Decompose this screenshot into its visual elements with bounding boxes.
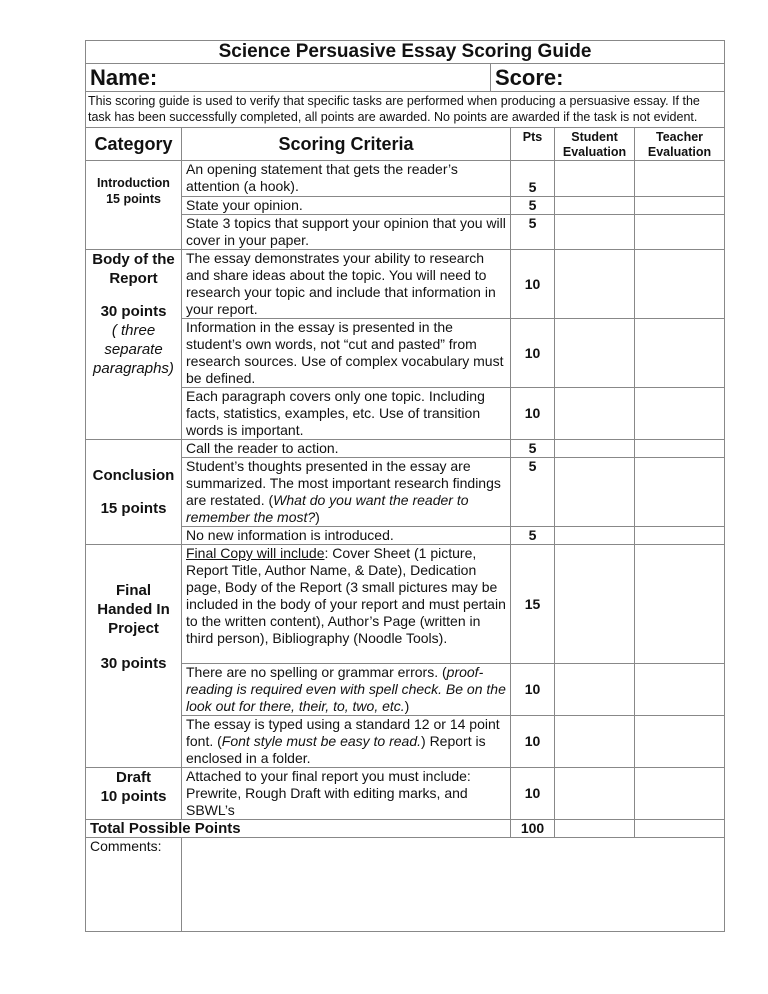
points: 5 (511, 527, 555, 545)
student-evaluation-cell[interactable] (555, 545, 635, 664)
points: 10 (511, 664, 555, 716)
scoring-guide (85, 40, 724, 932)
category-points: 30 points (100, 655, 167, 672)
category-points: 15 points (100, 500, 167, 517)
category-note: ( three separate paragraphs) (93, 322, 174, 377)
table-row (86, 664, 725, 716)
table-row (86, 161, 725, 197)
total-row (86, 820, 725, 838)
criteria: Call the reader to action. (182, 440, 511, 458)
points: 10 (511, 388, 555, 440)
points: 10 (511, 716, 555, 768)
points: 5 (511, 215, 555, 250)
comments-field[interactable] (182, 838, 725, 932)
criteria: State 3 topics that support your opinion that you will cover in your paper. (182, 215, 511, 250)
teacher-evaluation-cell[interactable] (635, 197, 725, 215)
criteria: Attached to your final report you must include: Prewrite, Rough Draft with editing marks, and SBWL’s (182, 768, 511, 820)
category-name: Final Handed In Project (97, 582, 170, 637)
table-row (86, 388, 725, 440)
teacher-evaluation-cell[interactable] (635, 388, 725, 440)
criteria-text: : Cover Sheet (1 picture, Report Title, Author Name, & Date), Dedication page, Body of the Report (3 small pictures may be included in the body of your report and must pertain to the written content), Author’s Page (written in third person), Bibliography (Noodle Tools). (186, 545, 506, 646)
points: 15 (511, 545, 555, 664)
table-row (86, 527, 725, 545)
category-draft (86, 768, 182, 820)
criteria: No new information is introduced. (182, 527, 511, 545)
category-name: Draft (115, 769, 151, 786)
score-field[interactable]: Score: (495, 65, 564, 90)
header-criteria: Scoring Criteria (182, 128, 511, 161)
header-student-evaluation: Student Evaluation (555, 128, 635, 161)
student-evaluation-cell[interactable] (555, 458, 635, 527)
teacher-evaluation-cell[interactable] (635, 527, 725, 545)
points: 5 (511, 440, 555, 458)
criteria-italic: Font style must be easy to read. (221, 733, 422, 749)
criteria: An opening statement that gets the reader’s attention (a hook). (182, 161, 511, 197)
criteria: The essay demonstrates your ability to research and share ideas about the topic. You will need to research your topic and include that information in your report. (182, 250, 511, 319)
student-evaluation-cell[interactable] (555, 768, 635, 820)
comments-row (86, 838, 725, 932)
category-name: Conclusion (92, 467, 175, 484)
criteria-italic: proof-reading is required even with spell check. Be on the look out for there, their, to, two, etc. (186, 664, 506, 714)
criteria: Each paragraph covers only one topic. Including facts, statistics, examples, etc. Use of transition words is important. (182, 388, 511, 440)
criteria (182, 716, 511, 768)
category-points: 10 points (100, 788, 167, 805)
category-name: Introduction (97, 176, 170, 190)
student-evaluation-cell[interactable] (555, 161, 635, 197)
page-title: Science Persuasive Essay Scoring Guide (86, 41, 725, 64)
scoring-table (85, 40, 725, 932)
teacher-evaluation-cell[interactable] (635, 250, 725, 319)
header-category: Category (86, 128, 182, 161)
points: 10 (511, 250, 555, 319)
table-row (86, 250, 725, 319)
criteria-text-end: ) (404, 698, 410, 714)
student-total-cell[interactable] (555, 820, 635, 838)
category-name: Body of the Report (92, 251, 175, 287)
student-evaluation-cell[interactable] (555, 440, 635, 458)
criteria (182, 545, 511, 664)
category-points: 30 points (100, 303, 167, 320)
student-evaluation-cell[interactable] (555, 664, 635, 716)
table-row (86, 716, 725, 768)
header-teacher-evaluation: Teacher Evaluation (635, 128, 725, 161)
criteria-text-end: ) (315, 509, 320, 525)
teacher-evaluation-cell[interactable] (635, 161, 725, 197)
student-evaluation-cell[interactable] (555, 250, 635, 319)
total-points: 100 (511, 820, 555, 838)
criteria-underline: Final Copy will include (186, 545, 325, 561)
header-pts: Pts (511, 128, 555, 161)
table-row (86, 319, 725, 388)
criteria-text: Student’s thoughts presented in the essay are summarized. The most important research findings are restated. ( (186, 458, 501, 508)
criteria (182, 458, 511, 527)
name-field[interactable]: Name: (86, 64, 491, 91)
teacher-total-cell[interactable] (635, 820, 725, 838)
criteria: State your opinion. (182, 197, 511, 215)
teacher-evaluation-cell[interactable] (635, 716, 725, 768)
criteria: Information in the essay is presented in the student’s own words, not “cut and pasted” from research sources. Use of complex vocabulary must be defined. (182, 319, 511, 388)
teacher-evaluation-cell[interactable] (635, 319, 725, 388)
teacher-evaluation-cell[interactable] (635, 440, 725, 458)
category-conclusion (86, 440, 182, 545)
points: 5 (511, 197, 555, 215)
criteria-text: There are no spelling or grammar errors. ( (186, 664, 447, 680)
criteria (182, 664, 511, 716)
teacher-evaluation-cell[interactable] (635, 545, 725, 664)
table-row (86, 197, 725, 215)
table-row (86, 458, 725, 527)
table-row (86, 215, 725, 250)
description: This scoring guide is used to verify that specific tasks are performed when producing a persuasive essay. If the task has been successfully completed, all points are awarded. No points are awarded if the task is not evident. (86, 92, 725, 128)
teacher-evaluation-cell[interactable] (635, 215, 725, 250)
category-final (86, 545, 182, 768)
student-evaluation-cell[interactable] (555, 716, 635, 768)
teacher-evaluation-cell[interactable] (635, 664, 725, 716)
criteria-text: The essay is typed using a standard 12 or 14 point font. ( (186, 716, 500, 749)
teacher-evaluation-cell[interactable] (635, 768, 725, 820)
total-label: Total Possible Points (86, 820, 511, 838)
student-evaluation-cell[interactable] (555, 319, 635, 388)
points: 5 (511, 161, 555, 197)
criteria-text-end: ) Report is enclosed in a folder. (186, 733, 486, 766)
category-introduction (86, 161, 182, 250)
points: 10 (511, 768, 555, 820)
table-row (86, 440, 725, 458)
student-evaluation-cell[interactable] (555, 197, 635, 215)
student-evaluation-cell[interactable] (555, 527, 635, 545)
teacher-evaluation-cell[interactable] (635, 458, 725, 527)
points: 5 (511, 458, 555, 527)
table-row (86, 545, 725, 664)
category-points: 15 points (106, 192, 161, 206)
category-body (86, 250, 182, 440)
comments-label: Comments: (86, 838, 182, 932)
table-row (86, 768, 725, 820)
student-evaluation-cell[interactable] (555, 388, 635, 440)
points: 10 (511, 319, 555, 388)
criteria-italic: What do you want the reader to remember the most? (186, 492, 469, 525)
student-evaluation-cell[interactable] (555, 215, 635, 250)
